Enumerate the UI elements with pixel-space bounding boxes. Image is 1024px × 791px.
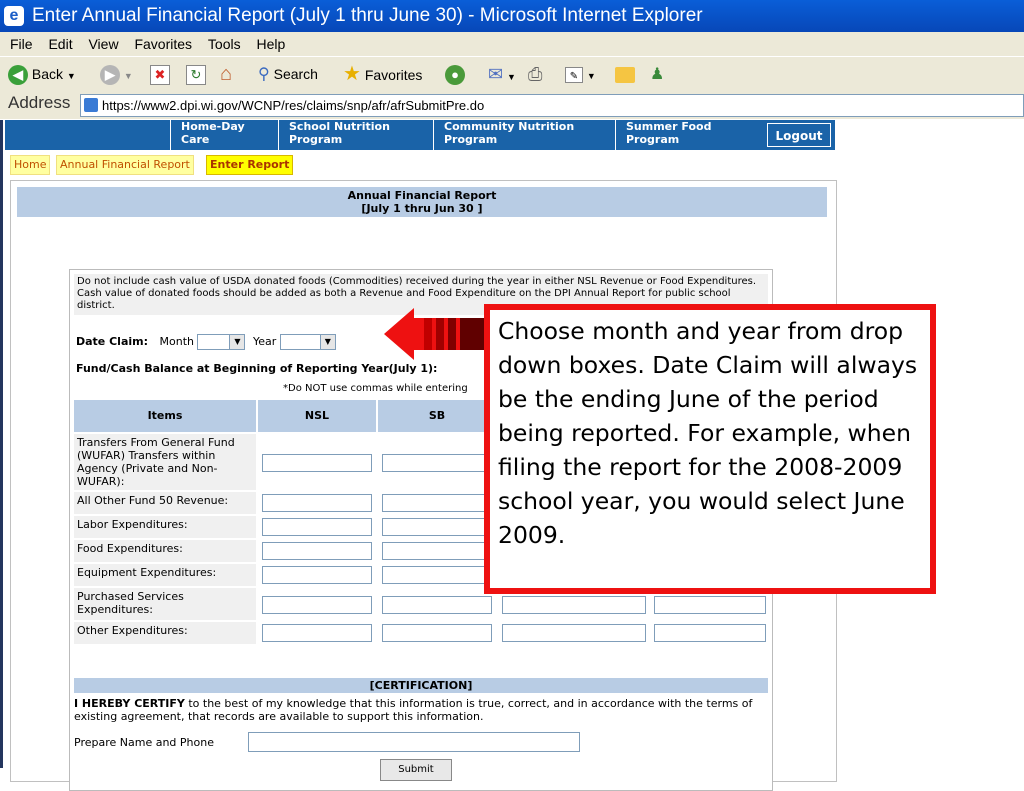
table-row-label: Purchased Services Expenditures: [74,588,256,620]
address-label: Address [8,93,71,112]
browser-toolbar [0,56,1024,91]
stop-button[interactable] [150,62,170,86]
menu-favorites[interactable]: Favorites [134,36,193,52]
top-navigation [5,120,835,150]
mail-icon: ✉ [488,64,504,84]
commas-note: *Do NOT use commas while entering [283,383,468,394]
favorites-label: Favorites [364,67,423,83]
address-bar [0,91,1024,119]
table-row-label: Equipment Expenditures: [74,564,256,586]
nav-label-line1: Summer Food [626,120,712,133]
month-label: Month [159,335,194,348]
home-icon: ⌂ [220,63,233,85]
red-arrow-icon [384,308,484,360]
window-title: Enter Annual Financial Report (July 1 thru June 30) - Microsoft Internet Explorer [32,5,703,26]
report-header [17,187,827,217]
search-button[interactable] [258,62,318,86]
sb-input[interactable] [382,454,492,472]
nav-home-day-care[interactable] [170,120,280,150]
address-input[interactable] [80,94,1024,117]
table-row-label: Other Expenditures: [74,622,256,644]
nav-label-line1: Home-Day [181,120,245,133]
col3-input[interactable] [502,596,646,614]
forward-button[interactable]: ▶ ▼ [100,62,133,86]
print-button[interactable] [528,62,542,86]
col3-input[interactable] [502,624,646,642]
back-button[interactable]: ◀ Back ▼ [8,62,76,86]
chevron-down-icon: ▼ [320,335,335,349]
back-label: Back [31,66,64,82]
table-row-label: All Other Fund 50 Revenue: [74,492,256,514]
home-button[interactable] [220,62,232,86]
address-url: https://www2.dpi.wi.gov/WCNP/res/claims/snp/afr/afrSubmitPre.do [102,98,485,113]
folder-icon [615,67,635,83]
sb-input[interactable] [382,542,492,560]
sb-input[interactable] [382,566,492,584]
col4-input[interactable] [654,596,766,614]
nav-summer-food[interactable] [615,120,760,150]
nsl-input[interactable] [262,494,372,512]
nsl-input[interactable] [262,518,372,536]
refresh-icon: ↻ [186,65,206,85]
month-select[interactable] [197,334,245,350]
certification-text [74,697,774,723]
fund-balance-label: Fund/Cash Balance at Beginning of Reporting Year(July 1): [76,362,438,375]
back-arrow-icon: ◀ [8,65,28,85]
menu-tools[interactable]: Tools [207,36,241,52]
breadcrumb-home[interactable]: Home [10,155,50,175]
messenger-button[interactable] [650,62,664,86]
nsl-input[interactable] [262,542,372,560]
sb-input[interactable] [382,518,492,536]
column-header-nsl: NSL [258,400,376,432]
page-icon [84,98,98,112]
menu-view[interactable]: View [88,36,119,52]
search-label: Search [273,66,318,82]
nsl-input[interactable] [262,454,372,472]
report-period: [July 1 thru Jun 30 ] [361,202,483,215]
breadcrumb-annual-financial-report[interactable]: Annual Financial Report [56,155,194,175]
date-claim-label: Date Claim: [76,335,148,348]
left-border [0,120,3,768]
year-label: Year [252,335,277,348]
nav-label-line2: Care [181,133,210,146]
certification-header: [CERTIFICATION] [74,678,768,693]
mail-button[interactable]: ✉ ▼ [488,64,516,84]
commodities-info: Do not include cash value of USDA donated foods (Commodities) received during the year in either NSL Revenue or Food Expenditures. Cash value of donated foods should be added as both a Revenue and Food Expenditure on the DPI Annual Report for public school district. [74,274,768,315]
nav-label-line2: Program [444,133,498,146]
nav-label-line2: Program [289,133,343,146]
nav-label-line2: Program [626,133,680,146]
instruction-callout [484,304,936,594]
nsl-input[interactable] [262,596,372,614]
breadcrumb-enter-report[interactable]: Enter Report [206,155,293,175]
media-icon: ● [445,65,465,85]
menu-edit[interactable]: Edit [48,36,73,52]
date-claim-row [76,334,336,350]
sb-input[interactable] [382,494,492,512]
nav-school-nutrition[interactable] [278,120,433,150]
window-titlebar [0,0,1024,32]
col4-input[interactable] [654,624,766,642]
ie-logo-icon: e [4,6,24,26]
callout-text: Choose month and year from drop down boxes. Date Claim will always be the ending June of the period being reported. For example, when filing the report for the 2008-2009 school year, you would select June 2009. [498,317,918,549]
search-icon: ⚲ [258,66,270,83]
favorites-button[interactable] [343,62,422,86]
edit-button[interactable]: ✎ ▼ [565,62,596,86]
logout-button[interactable]: Logout [767,123,831,147]
table-row-label: Transfers From General Fund (WUFAR) Transfers within Agency (Private and Non-WUFAR): [74,434,256,490]
sb-input[interactable] [382,624,492,642]
prepare-label: Prepare Name and Phone [74,736,214,749]
nav-label-line1: Community Nutrition [444,120,575,133]
prepare-name-phone-input[interactable] [248,732,580,752]
column-header-items: Items [74,400,256,432]
nsl-input[interactable] [262,566,372,584]
messenger-icon: ♟ [650,66,665,83]
table-row-label: Food Expenditures: [74,540,256,562]
refresh-button[interactable] [186,62,206,86]
nsl-input[interactable] [262,624,372,642]
nav-label-line1: School Nutrition [289,120,390,133]
chevron-down-icon: ▼ [229,335,244,349]
report-title: Annual Financial Report [347,189,497,202]
folder-button[interactable] [615,62,635,86]
column-header-sb: SB [378,400,496,432]
year-select[interactable] [280,334,336,350]
print-icon: ⎙ [528,64,543,84]
nav-community-nutrition[interactable] [433,120,613,150]
media-button[interactable] [445,62,465,86]
menu-help[interactable]: Help [256,36,286,52]
sb-input[interactable] [382,596,492,614]
submit-button[interactable]: Submit [380,759,452,781]
stop-icon: ✖ [150,65,170,85]
menu-file[interactable]: File [10,36,33,52]
star-icon: ★ [343,63,361,85]
forward-arrow-icon: ▶ [100,65,120,85]
menu-bar [0,32,1024,56]
table-row-label: Labor Expenditures: [74,516,256,538]
edit-icon: ✎ [565,67,583,83]
certify-body: to the best of my knowledge that this information is true, correct, and in accordance with the terms of existing agreement, that records are available to support this information. [74,697,753,723]
certify-bold: I HEREBY CERTIFY [74,697,185,710]
